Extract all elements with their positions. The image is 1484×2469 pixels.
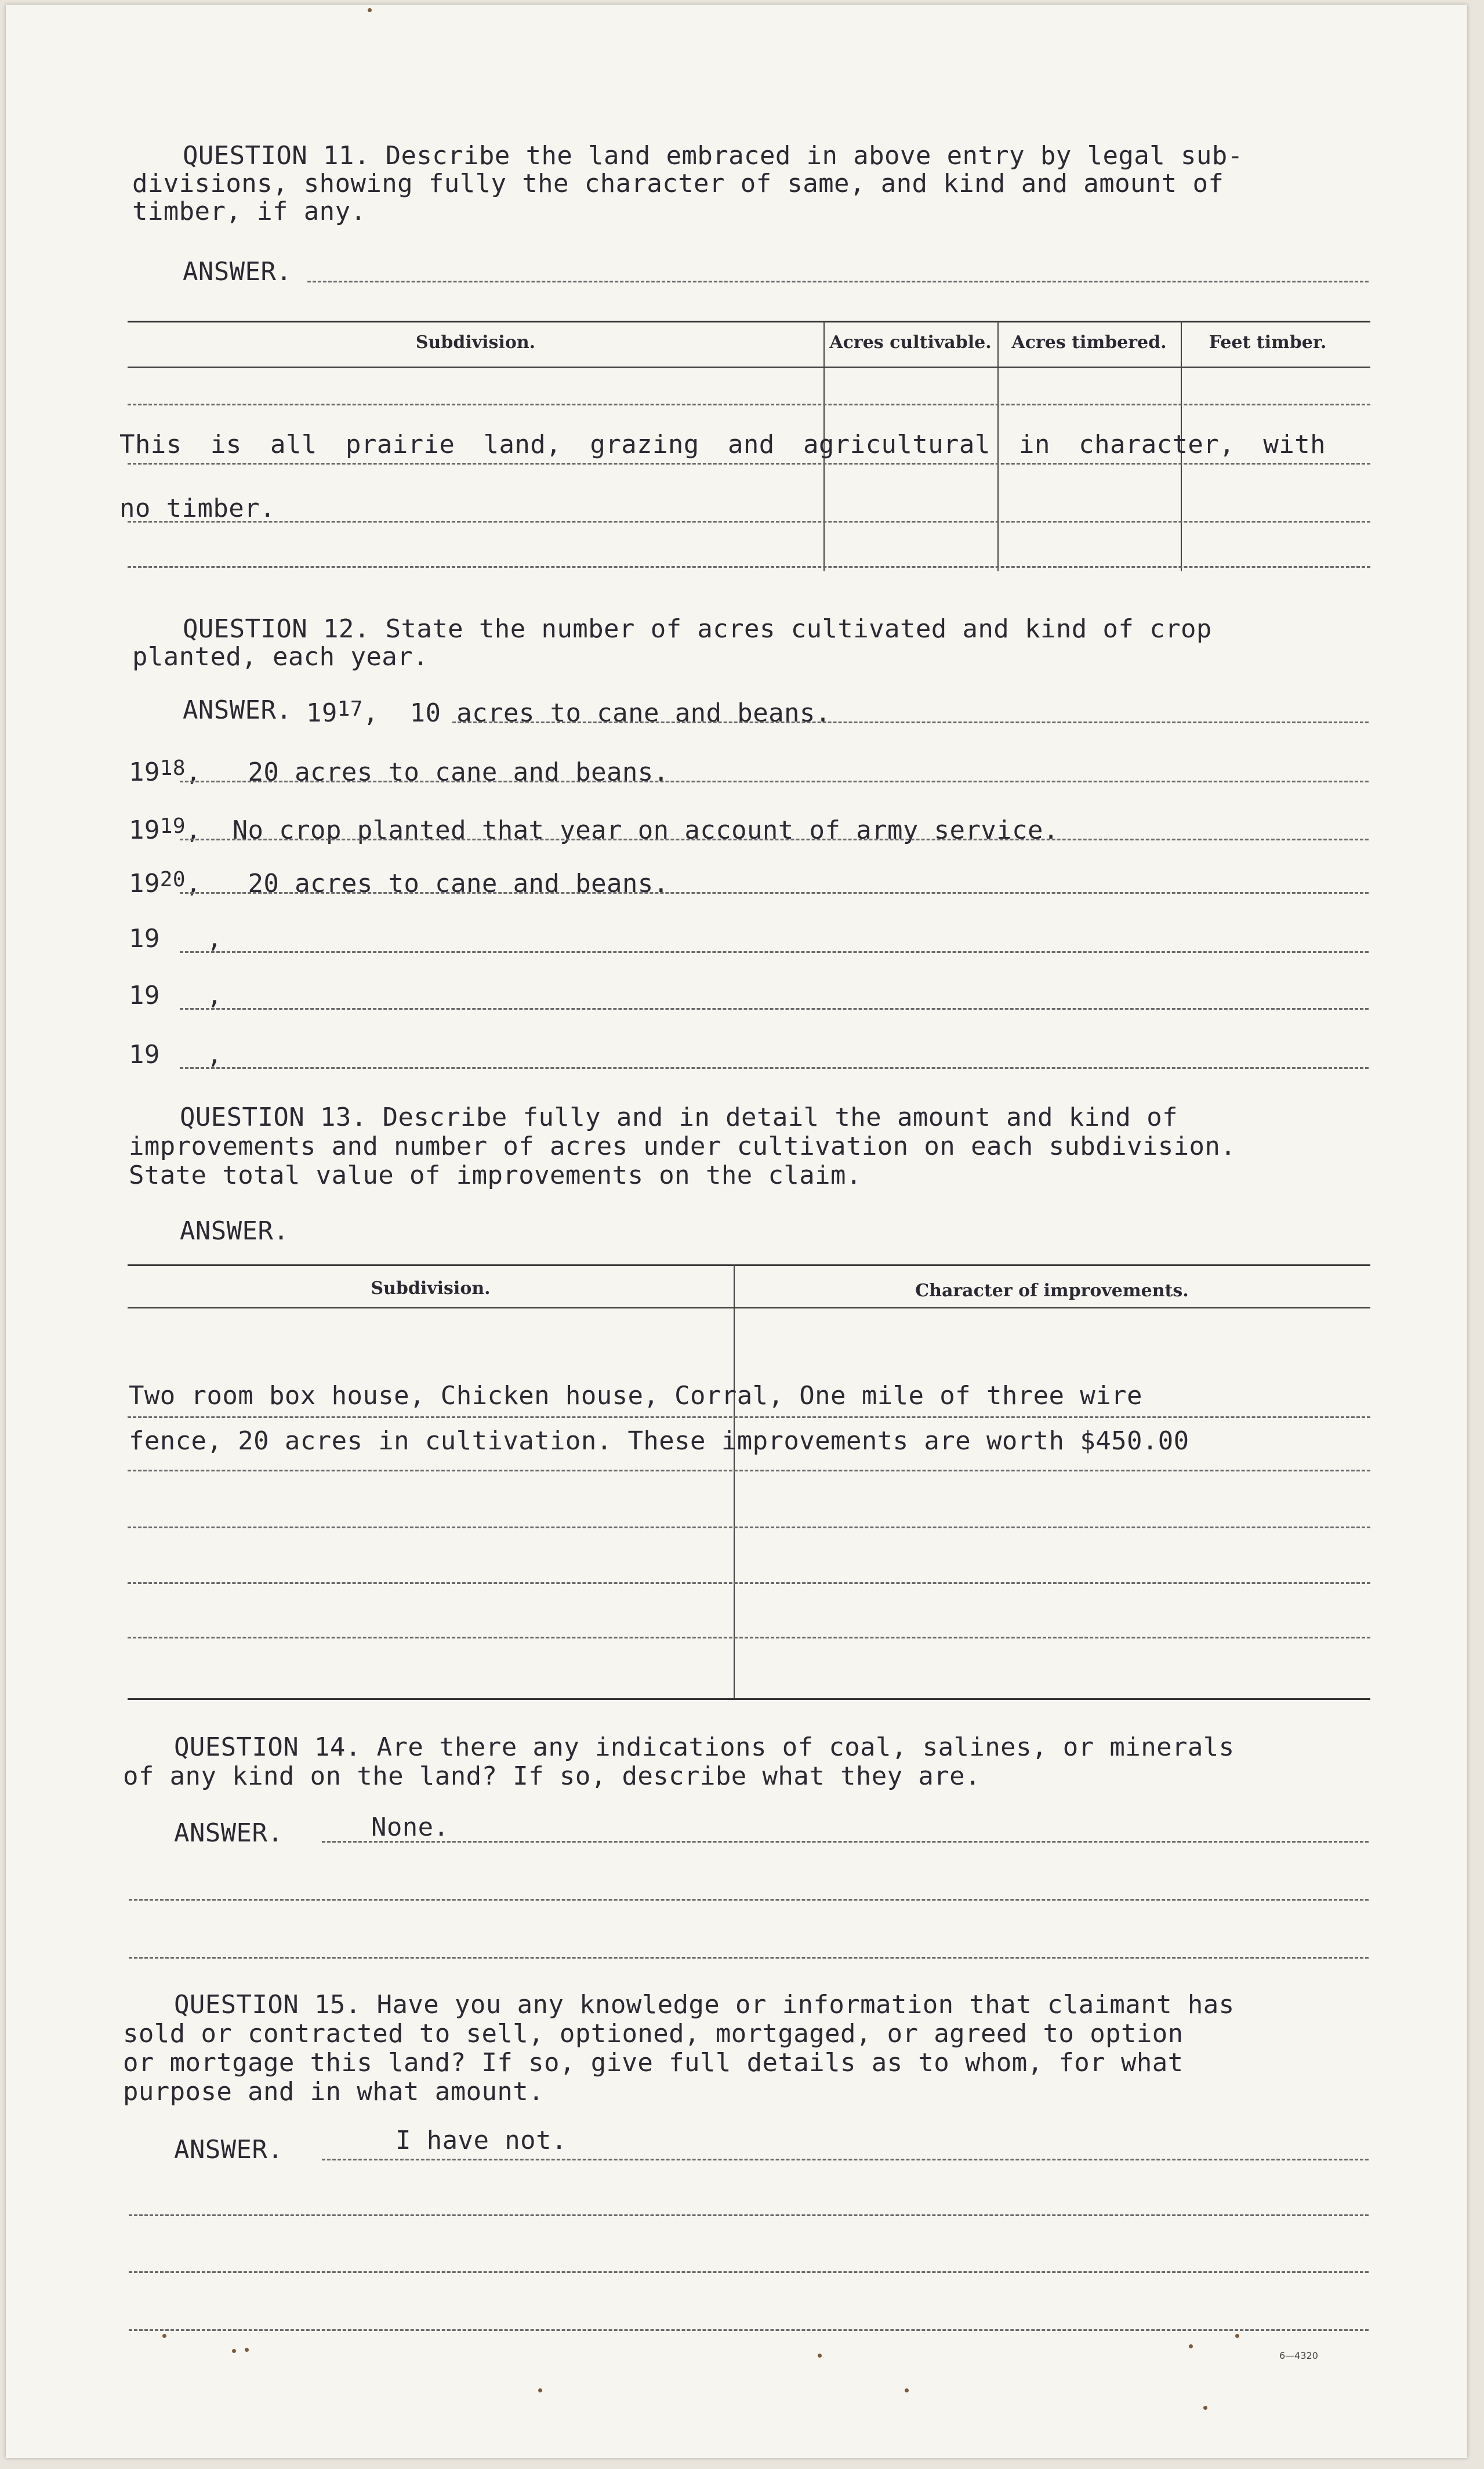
q12-year-row-1917: $19^{17}$, 10 acres to cane and beans. <box>306 697 831 728</box>
q13-answer-line-2: fence, 20 acres in cultivation. These improvements are worth $450.00 <box>129 1426 1189 1456</box>
q14-question-line-2: of any kind on the land? If so, describe what they are. <box>123 1761 981 1791</box>
q11-answer-label: ANSWER. <box>183 257 292 287</box>
q13-answer-label: ANSWER. <box>180 1216 289 1246</box>
q15-question-line-3: or mortgage this land? If so, give full details as to whom, for what <box>123 2048 1184 2078</box>
q11-header-acres-timbered: Acres timbered. <box>1011 332 1167 353</box>
q11-question-line-3: timber, if any. <box>132 197 367 226</box>
q11-answer-dotted-line <box>307 281 1369 282</box>
q13-question-line-2: improvements and number of acres under cultivation on each subdivision. <box>129 1132 1236 1161</box>
q11-question-line-1: QUESTION 11. Describe the land embraced in above entry by legal sub- <box>183 141 1243 171</box>
q15-question-line-4: purpose and in what amount. <box>123 2077 545 2107</box>
paper-speck <box>245 2348 249 2352</box>
paper-speck <box>368 8 372 12</box>
q12-year-row-1919: $19^{19}$, No crop planted that year on account of army service. <box>129 814 1059 845</box>
paper-speck <box>905 2388 909 2392</box>
q13-question-line-3: State total value of improvements on the claim. <box>129 1161 862 1190</box>
q12-answer-label: ANSWER. <box>183 695 292 725</box>
q12-year-row-blank-3: 19 , <box>129 1040 223 1069</box>
q11-question-line-2: divisions, showing fully the character of same, and kind and amount of <box>132 169 1224 198</box>
q15-question-line-2: sold or contracted to sell, optioned, mortgaged, or agreed to option <box>123 2019 1184 2049</box>
paper-speck <box>1189 2344 1193 2348</box>
paper-speck <box>162 2334 166 2338</box>
q13-header-subdivision: Subdivision. <box>371 1278 491 1299</box>
q15-question-line-1: QUESTION 15. Have you any knowledge or information that claimant has <box>174 1990 1235 2020</box>
q11-header-feet-timber: Feet timber. <box>1209 332 1327 353</box>
document-page <box>6 5 1467 2458</box>
paper-speck <box>232 2349 236 2353</box>
q14-question-line-1: QUESTION 14. Are there any indications of coal, salines, or minerals <box>174 1732 1235 1762</box>
q15-answer-text: I have not. <box>396 2126 567 2155</box>
q11-answer-line-2: no timber. <box>119 494 275 523</box>
paper-speck <box>818 2354 822 2358</box>
q12-year-row-blank-1: 19 , <box>129 924 223 953</box>
q12-year-row-blank-2: 19 , <box>129 981 223 1010</box>
q12-year-row-1918: $19^{18}$, 20 acres to cane and beans. <box>129 756 669 787</box>
q14-answer-text: None. <box>371 1812 449 1842</box>
form-code: 6—4320 <box>1279 2350 1318 2361</box>
q11-header-subdivision: Subdivision. <box>415 332 536 353</box>
paper-speck <box>1203 2406 1207 2410</box>
q13-answer-line-1: Two room box house, Chicken house, Corral, One mile of three wire <box>129 1381 1142 1411</box>
q13-question-line-1: QUESTION 13. Describe fully and in detail the amount and kind of <box>180 1103 1178 1132</box>
q13-header-character-of-improvements: Character of improvements. <box>915 1281 1189 1301</box>
q15-answer-label: ANSWER. <box>174 2135 284 2165</box>
q12-year-row-1920: $19^{20}$, 20 acres to cane and beans. <box>129 868 669 898</box>
q11-answer-line-1: This is all prairie land, grazing and agricultural in character, with <box>119 430 1326 459</box>
paper-speck <box>1235 2334 1239 2338</box>
q11-header-acres-cultivable: Acres cultivable. <box>829 332 992 353</box>
q12-question-line-1: QUESTION 12. State the number of acres cultivated and kind of crop <box>183 614 1212 644</box>
q14-answer-label: ANSWER. <box>174 1818 284 1848</box>
paper-speck <box>538 2388 542 2392</box>
q12-question-line-2: planted, each year. <box>132 642 429 672</box>
